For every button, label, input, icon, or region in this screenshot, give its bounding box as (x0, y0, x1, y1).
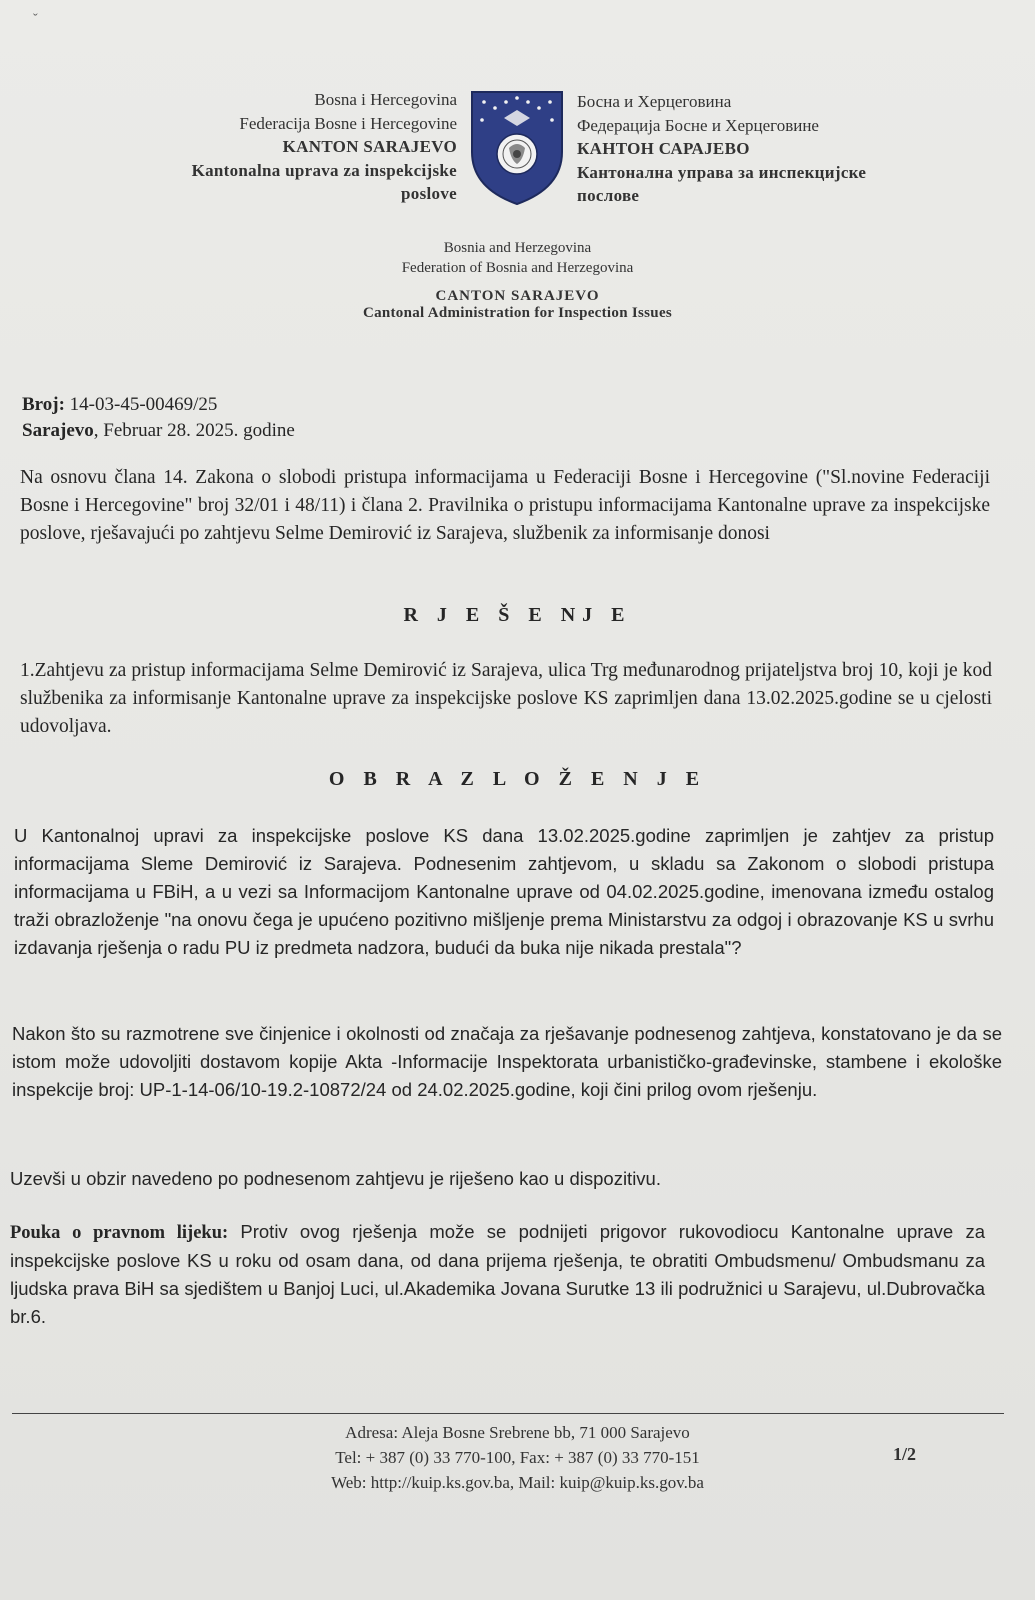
legal-remedy-text: Protiv ovog rješenja može se podnijeti prigovor rukovodiocu Kantonalne uprave za inspekcijske poslove KS u roku od osam dana, od dana prijema rješenja, te obratiti Ombudsmenu/ Ombudsmanu za ljudska prava BiH sa sjedištem u Banjoj Luci, ul.Akademika Jovana Surutke 13 ili podružnici u Sarajevu, ul.Dubrovačka br.6. (10, 1221, 986, 1327)
letterhead-latin (57, 88, 457, 206)
letterhead-federation: Federacija Bosne i Hercegovine (239, 113, 457, 133)
letterhead-country: Bosna i Hercegovina (314, 90, 457, 109)
letterhead-cyrillic (577, 90, 997, 208)
paragraph-intro: Na osnovu člana 14. Zakona o slobodi pristupa informacijama u Federaciji Bosne i Hercegovine ("Sl.novine Federaciji Bosne i Hercegovine" broj 32/01 i 48/11) i člana 2. Pravilnika o pristupu informacijama Kantonalne uprave za inspekcijske poslove, rješavajući po zahtjevu Selme Demirović iz Sarajeva, službenik za informisanje donosi (20, 467, 990, 544)
paragraph-reasoning-2: Nakon što su razmotrene sve činjenice i okolnosti od značaja za rješavanje podnesenog zahtjeva, konstatovano je da se istom može udovoljiti dostavom kopije Akta -Informacije Inspektorata urbanističko-građevinske, stambene i ekološke inspekcije broj: UP-1-14-06/10-19.2-10872/24 od 24.02.2025.godine, koji čini prilog ovom rješenju. (12, 1023, 1002, 1100)
canton-coat-of-arms-icon (468, 88, 566, 206)
footer-phone: Tel: + 387 (0) 33 770-100, Fax: + 387 (0) 33 770-151 (335, 1448, 700, 1467)
legal-remedy (10, 1218, 985, 1331)
letterhead-administration-en: Cantonal Administration for Inspection Issues (362, 305, 673, 321)
letterhead-administration-cyr: Кантонална управа за инспекцијске (577, 162, 867, 182)
letterhead-administration-cyr-2: послове (577, 186, 640, 205)
reference-date: , Februar 28. 2025. godine (93, 420, 295, 441)
document-reference (22, 392, 295, 444)
letterhead-canton-cyr: КАНТОН САРАЈЕВО (577, 139, 750, 158)
reference-place: Sarajevo (22, 420, 94, 441)
corner-mark: ˇ (33, 12, 38, 27)
paragraph-reasoning-3: Uzevši u obzir navedeno po podnesenom zahtjevu je riješeno kao u dispozitivu. (10, 1168, 661, 1189)
reference-number-label: Broj: (22, 394, 65, 415)
letterhead-canton: KANTON SARAJEVO (282, 137, 457, 156)
footer-web: Web: http://kuip.ks.gov.ba, Mail: kuip@kuip.ks.gov.ba (331, 1473, 704, 1492)
reference-number-value: 14-03-45-00469/25 (69, 394, 218, 415)
reference-number-line (22, 392, 295, 418)
paragraph-reasoning-1: U Kantonalnoj upravi za inspekcijske poslove KS dana 13.02.2025.godine zaprimljen je zahtjev za pristup informacijama Sleme Demirović iz Sarajeva. Podnesenim zahtjevom, u skladu sa Zakonom o slobodi pristupa informacijama u FBiH, a u vezi sa Informacijom Kantonalne uprave od 04.02.2025.godine, imenovana između ostalog traži obrazloženje "na onovu čega je upućeno pozitivno mišljenje prema Ministarstvu za odgoj i obrazovanje KS u svrhu izdavanja rješenja o radu PU iz predmeta nadzora, budući da buka nije nikada prestala"? (14, 825, 994, 958)
paragraph-decision: 1.Zahtjevu za pristup informacijama Selme Demirović iz Sarajeva, ulica Trg međunarodnog prijateljstva broj 10, koji je kod službenika za informisanje Kantonalne uprave za inspekcijske poslove KS zaprimljen dana 13.02.2025.godine se u cjelosti udovoljava. (20, 660, 992, 737)
letterhead-english (0, 238, 1035, 322)
heading-decision: R J E Š E NJ E (403, 604, 632, 626)
footer (0, 1420, 1035, 1495)
page-number: 1/2 (893, 1444, 917, 1464)
legal-remedy-label: Pouka o pravnom lijeku: (10, 1223, 229, 1243)
heading-reasoning: O B R A Z L O Ž E N J E (328, 768, 707, 790)
letterhead-administration: Kantonalna uprava za inspekcijske (191, 160, 457, 180)
footer-divider (12, 1413, 1004, 1414)
letterhead-country-cyr: Босна и Херцеговина (577, 92, 732, 111)
letterhead-administration-2: poslove (401, 184, 457, 203)
letterhead-federation-cyr: Федерација Босне и Херцеговине (577, 115, 819, 135)
footer-address: Adresa: Aleja Bosne Srebrene bb, 71 000 Sarajevo (345, 1423, 690, 1442)
letterhead-country-en: Bosnia and Herzegovina (443, 240, 592, 256)
letterhead-federation-en: Federation of Bosnia and Herzegovina (401, 260, 634, 276)
letterhead (0, 88, 1035, 218)
reference-date-line (22, 418, 295, 444)
letterhead-canton-en: CANTON SARAJEVO (435, 288, 600, 304)
